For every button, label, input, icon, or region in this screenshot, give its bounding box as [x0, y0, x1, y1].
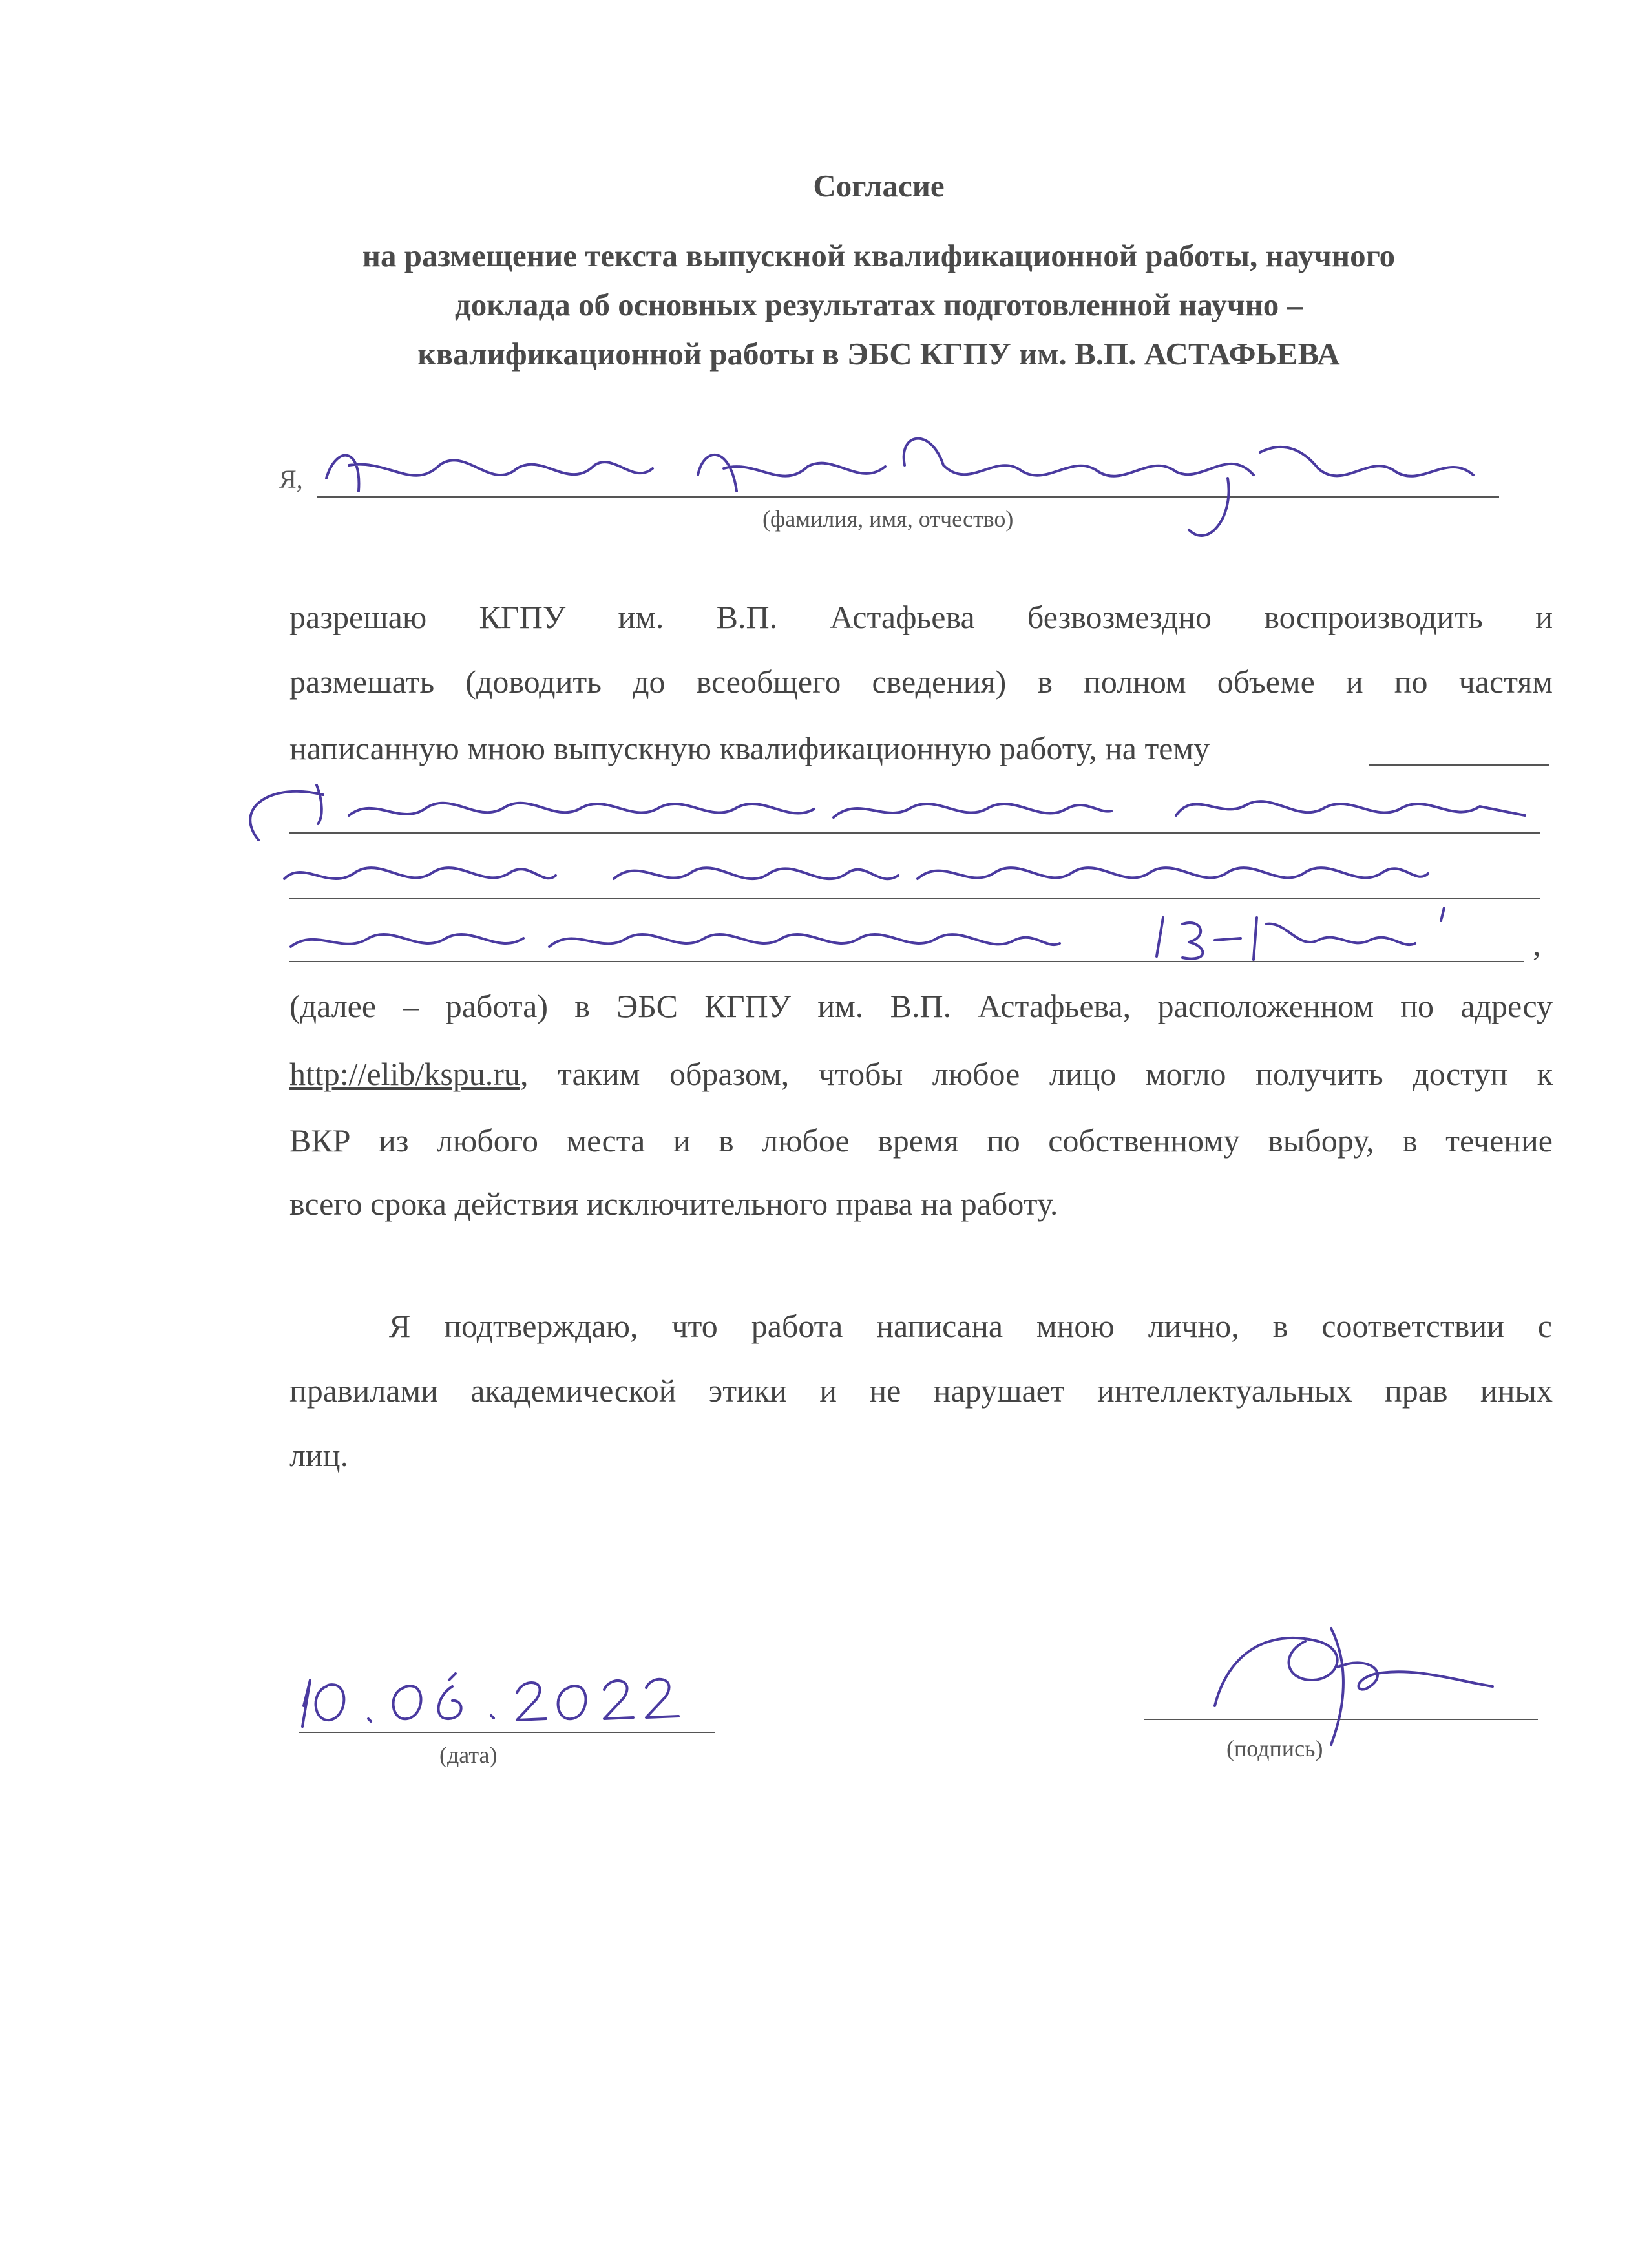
name-caption: (фамилия, имя, отчество) [762, 506, 1014, 532]
handwritten-date [302, 1674, 678, 1727]
handwritten-topic-line-1 [250, 785, 1525, 840]
elib-link[interactable]: http://elib/kspu.ru [289, 1056, 520, 1092]
title-line-1: на размещение текста выпускной квалификационной работы, научного [362, 238, 1396, 273]
consent-line-6: http://elib/kspu.ru, таким образом, чтобы любое лицо могло получить доступ к [289, 1056, 1553, 1092]
confirm-line-1: Я подтверждаю, что работа написана мною лично, в соответствии с [389, 1308, 1552, 1344]
signature-caption: (подпись) [1226, 1736, 1323, 1761]
handwritten-topic-line-3 [291, 908, 1444, 960]
confirm-line-3: лиц. [289, 1437, 348, 1473]
confirm-line-2: правилами академической этики и не нарушает интеллектуальных прав иных [289, 1372, 1553, 1409]
date-caption: (дата) [439, 1742, 498, 1768]
topic-comma: , [1533, 926, 1541, 962]
handwritten-signature [1215, 1628, 1493, 1745]
consent-line-3: написанную мною выпускную квалификационную работу, на тему [289, 730, 1210, 766]
consent-line-5: (далее – работа) в ЭБС КГПУ им. В.П. Астафьева, расположенном по адресу [289, 988, 1553, 1024]
consent-line-8: всего срока действия исключительного права на работу. [289, 1186, 1058, 1222]
document-title: Согласие [813, 168, 945, 204]
title-line-3: квалификационной работы в ЭБС КГПУ им. В.П. АСТАФЬЕВА [417, 336, 1340, 372]
consent-line-2: размешать (доводить до всеобщего сведения) в полном объеме и по частям [289, 664, 1553, 700]
handwritten-topic-line-2 [284, 868, 1428, 879]
handwritten-name [326, 439, 1473, 536]
name-prefix: Я, [279, 465, 303, 494]
title-line-2: доклада об основных результатах подготовленной научно – [454, 287, 1303, 322]
consent-line-1: разрешаю КГПУ им. В.П. Астафьева безвозмездно воспроизводить и [289, 599, 1553, 635]
consent-line-7: ВКР из любого места и в любое время по собственному выбору, в течение [289, 1122, 1553, 1159]
